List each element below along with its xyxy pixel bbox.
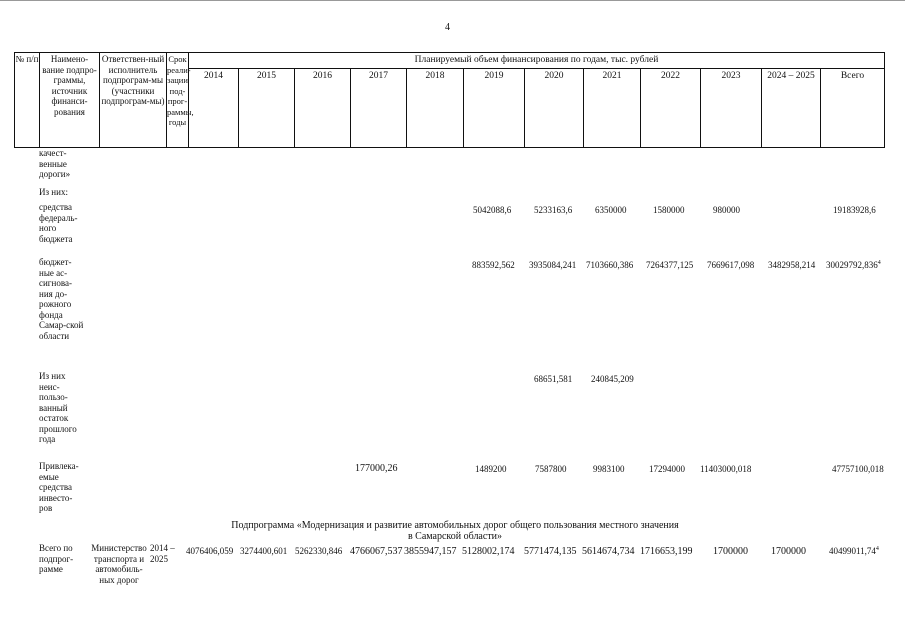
cell-2020: 7587800 <box>535 464 567 474</box>
cell-2020: 5771474,135 <box>524 546 577 557</box>
cell-2021: 240845,209 <box>591 374 634 384</box>
header-year-2017: 2017 <box>351 69 407 147</box>
cell-total <box>829 546 879 556</box>
header-year-2016: 2016 <box>295 69 351 147</box>
row-label: средства федераль-ного бюджета <box>39 202 78 244</box>
header-number: № п/п <box>15 53 40 147</box>
cell-2023: 11403000,018 <box>700 464 752 474</box>
header-year-2018: 2018 <box>407 69 464 147</box>
cell-2021: 7103660,386 <box>586 260 634 270</box>
cell-2018: 3855947,157 <box>404 546 457 557</box>
cell-2019: 883592,562 <box>472 260 515 270</box>
cell-2022: 17294000 <box>649 464 685 474</box>
cell-2019: 5042088,6 <box>473 205 512 215</box>
row-label: Из них: <box>39 187 68 197</box>
header-year-2024-2025: 2024 – 2025 <box>762 69 821 147</box>
cell-total-value: 40499011,74 <box>829 546 876 556</box>
cell-2022: 1716653,199 <box>640 546 693 557</box>
cell-2017: 177000,26 <box>355 463 398 474</box>
row-label: Всего по подпрог-рамме <box>39 543 74 574</box>
header-year-2015: 2015 <box>239 69 295 147</box>
cell-2019: 1489200 <box>475 464 507 474</box>
cell-2022: 7264377,125 <box>646 260 694 270</box>
footnote-mark: 4 <box>875 546 879 552</box>
cell-total: 47757100,018 <box>832 464 884 474</box>
row-label: качест-венные дороги» <box>39 148 71 179</box>
row-term: 2014 – 2025 <box>150 543 175 564</box>
header-total: Всего <box>840 71 865 81</box>
row-label: Привлека-емые средства инвесто-ров <box>39 461 79 513</box>
cell-2024-2025: 3482958,214 <box>768 260 816 270</box>
header-year-2019: 2019 <box>464 69 525 147</box>
cell-2023: 1700000 <box>713 546 748 557</box>
table-header <box>14 52 885 148</box>
cell-2023: 980000 <box>713 205 740 215</box>
header-year-2014: 2014 <box>189 69 239 147</box>
header-term: Срок реали-зации под-прог-раммы, годы <box>167 53 189 147</box>
cell-2020: 5233163,6 <box>534 205 573 215</box>
cell-2022: 1580000 <box>653 205 685 215</box>
header-plan-title: Планируемый объем финансирования по годам, тыс. рублей <box>189 53 884 69</box>
cell-2016: 5262330,846 <box>295 546 343 556</box>
header-year-2023: 2023 <box>701 69 762 147</box>
subprogram-title <box>160 520 750 542</box>
header-year-2021: 2021 <box>584 69 641 147</box>
header-name: Наимено-вание подпро-граммы, источник финанси-рования <box>40 53 100 147</box>
cell-2020: 3935084,241 <box>529 260 577 270</box>
cell-2021: 6350000 <box>595 205 627 215</box>
subprogram-title-line1: Подпрограмма «Модернизация и развитие автомобильных дорог общего пользования местного значения <box>231 520 679 531</box>
cell-2024-2025: 1700000 <box>771 546 806 557</box>
cell-2023: 7669617,098 <box>707 260 755 270</box>
cell-2021: 5614674,734 <box>582 546 635 557</box>
header-year-2022: 2022 <box>641 69 701 147</box>
cell-2021: 9983100 <box>593 464 625 474</box>
header-executor: Ответствен-ный исполнитель подпрограм-мы (участники подпрограм-мы) <box>100 53 167 147</box>
cell-2015: 3274400,601 <box>240 546 288 556</box>
page-number: 4 <box>445 22 450 33</box>
row-executor: Министерство транспорта и автомобиль-ных дорог <box>91 543 147 585</box>
header-year-2020: 2020 <box>525 69 584 147</box>
cell-2020: 68651,581 <box>534 374 573 384</box>
cell-total <box>826 260 881 270</box>
footnote-mark: 4 <box>877 260 881 266</box>
cell-2014: 4076406,059 <box>186 546 234 556</box>
top-rule <box>0 0 905 1</box>
row-label: Из них неис-пользо-ванный остаток прошлого года <box>39 371 77 444</box>
cell-total-value: 30029792,836 <box>826 260 878 270</box>
cell-total: 19183928,6 <box>833 205 876 215</box>
cell-2019: 5128002,174 <box>462 546 515 557</box>
row-label: бюджет-ные ас-сигнова-ния до-рожного фонда Самар-ской области <box>39 257 84 341</box>
subprogram-title-line2: в Самарской области» <box>407 531 503 542</box>
cell-2017: 4766067,537 <box>350 546 403 557</box>
